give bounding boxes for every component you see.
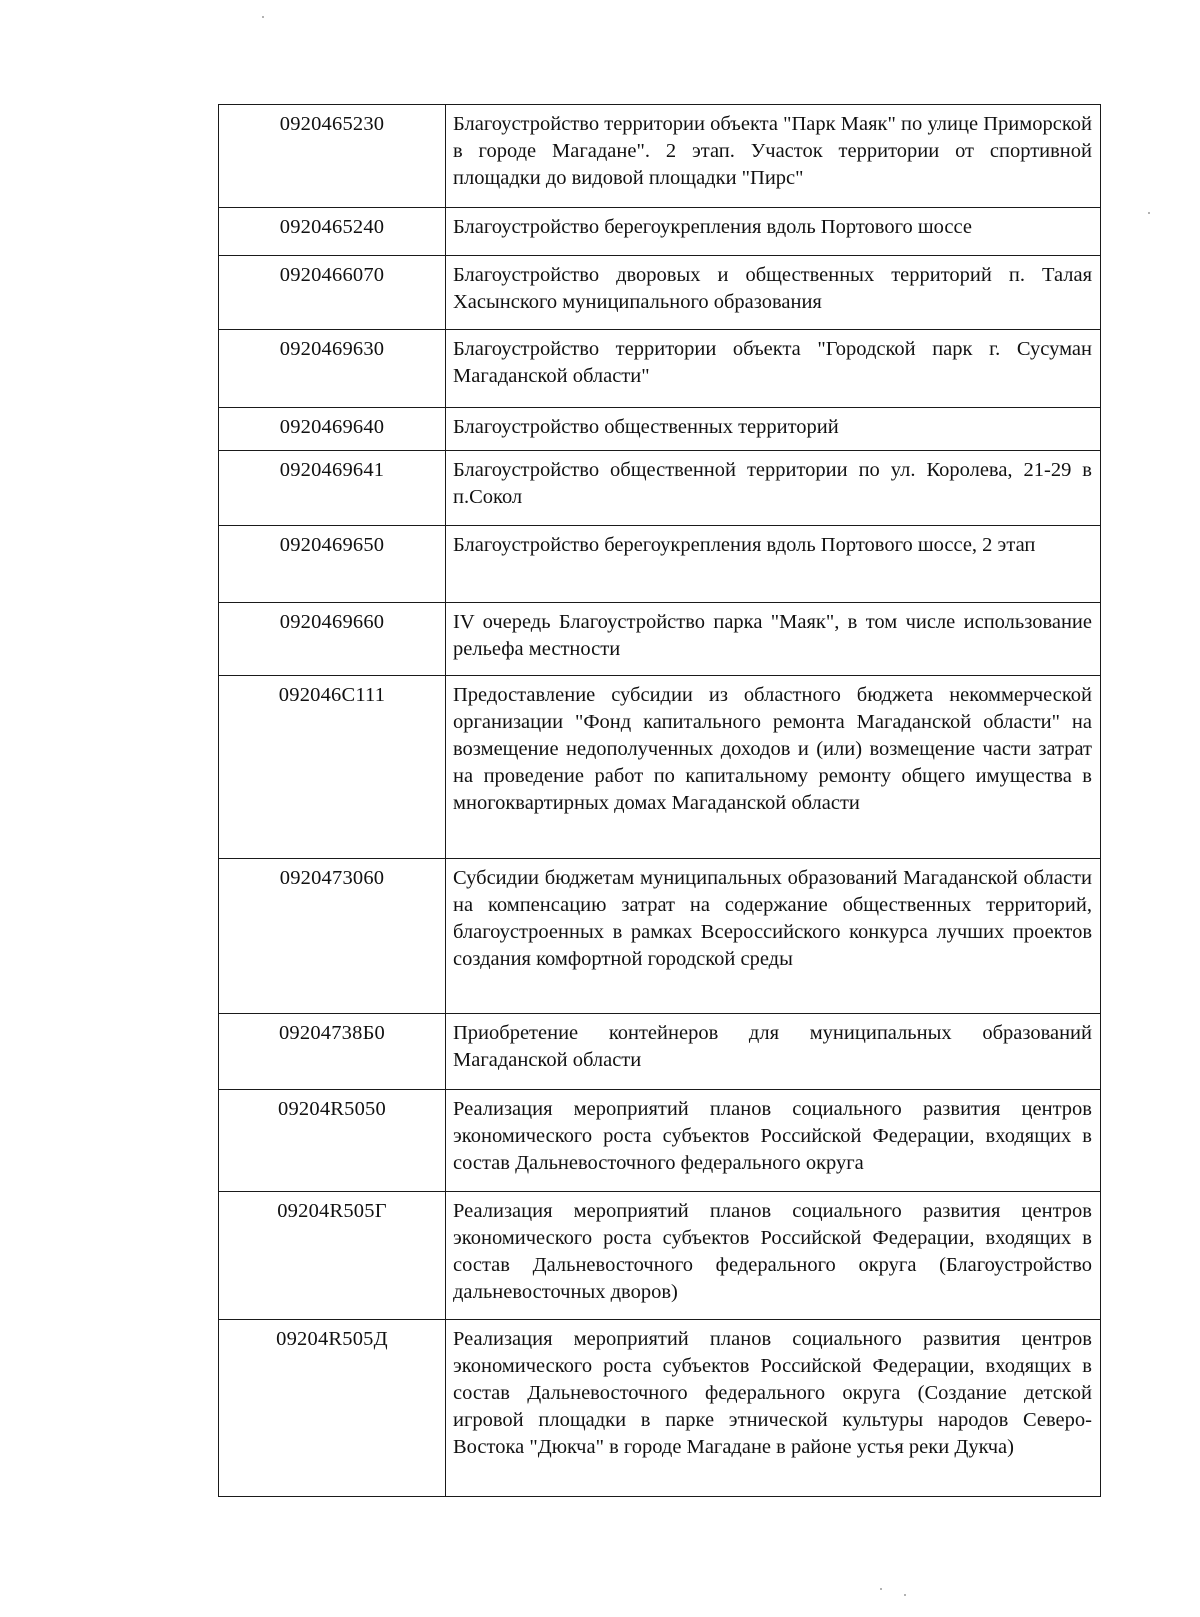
budget-classification-table xyxy=(218,104,1101,1497)
row-name: Реализация мероприятий планов социального развития центров экономического роста субъектов Российской Федерации, входящих в состав Дальневосточного федерального округа xyxy=(446,1090,1101,1192)
table-row xyxy=(219,676,1101,859)
table-row xyxy=(219,105,1101,208)
table-row xyxy=(219,603,1101,676)
row-code: 09204R505Д xyxy=(219,1320,446,1497)
table-row xyxy=(219,408,1101,451)
table-row xyxy=(219,208,1101,256)
row-code: 09204R5050 xyxy=(219,1090,446,1192)
row-name: Предоставление субсидии из областного бюджета некоммерческой организации "Фонд капитального ремонта Магаданской области" на возмещение недополученных доходов и (или) возмещение части затрат на проведение работ по капитальному ремонту общего имущества в многоквартирных домах Магаданской области xyxy=(446,676,1101,859)
row-name: Реализация мероприятий планов социального развития центров экономического роста субъектов Российской Федерации, входящих в состав Дальневосточного федерального округа (Создание детской игровой площадки в парке этнической культуры народов Северо-Востока "Дюкча" в городе Магадане в районе устья реки Дукча) xyxy=(446,1320,1101,1497)
row-name: Реализация мероприятий планов социального развития центров экономического роста субъектов Российской Федерации, входящих в состав Дальневосточного федерального округа (Благоустройство дальневосточных дворов) xyxy=(446,1192,1101,1320)
scan-speck xyxy=(1148,212,1150,214)
row-name: Приобретение контейнеров для муниципальных образований Магаданской области xyxy=(446,1014,1101,1090)
table-row xyxy=(219,451,1101,526)
row-code: 0920469630 xyxy=(219,330,446,408)
row-code: 0920465240 xyxy=(219,208,446,256)
row-name: IV очередь Благоустройство парка "Маяк", в том числе использование рельефа местности xyxy=(446,603,1101,676)
row-code: 09204R505Г xyxy=(219,1192,446,1320)
scan-speck xyxy=(880,1588,882,1590)
row-code: 0920465230 xyxy=(219,105,446,208)
row-name: Субсидии бюджетам муниципальных образований Магаданской области на компенсацию затрат на содержание общественных территорий, благоустроенных в рамках Всероссийского конкурса лучших проектов создания комфортной городской среды xyxy=(446,859,1101,1014)
row-code: 0920473060 xyxy=(219,859,446,1014)
row-code: 0920469641 xyxy=(219,451,446,526)
table-row xyxy=(219,526,1101,603)
table-row xyxy=(219,256,1101,330)
table-body xyxy=(219,105,1101,1497)
row-name: Благоустройство территории объекта "Парк Маяк" по улице Приморской в городе Магадане". 2 этап. Участок территории от спортивной площадки до видовой площадки "Пирс" xyxy=(446,105,1101,208)
row-name: Благоустройство территории объекта "Городской парк г. Сусуман Магаданской области" xyxy=(446,330,1101,408)
row-code: 09204738Б0 xyxy=(219,1014,446,1090)
table-row xyxy=(219,1192,1101,1320)
table-row xyxy=(219,1090,1101,1192)
row-name: Благоустройство дворовых и общественных территорий п. Талая Хасынского муниципального образования xyxy=(446,256,1101,330)
row-name: Благоустройство берегоукрепления вдоль Портового шоссе xyxy=(446,208,1101,256)
table-row xyxy=(219,330,1101,408)
row-name: Благоустройство общественной территории по ул. Королева, 21-29 в п.Сокол xyxy=(446,451,1101,526)
row-name: Благоустройство берегоукрепления вдоль Портового шоссе, 2 этап xyxy=(446,526,1101,603)
row-code: 0920469640 xyxy=(219,408,446,451)
row-code: 092046С111 xyxy=(219,676,446,859)
table-row xyxy=(219,1320,1101,1497)
scan-speck xyxy=(262,16,264,18)
row-code: 0920469650 xyxy=(219,526,446,603)
scan-speck xyxy=(904,1594,906,1596)
row-code: 0920466070 xyxy=(219,256,446,330)
table-row xyxy=(219,1014,1101,1090)
row-code: 0920469660 xyxy=(219,603,446,676)
table-row xyxy=(219,859,1101,1014)
row-name: Благоустройство общественных территорий xyxy=(446,408,1101,451)
